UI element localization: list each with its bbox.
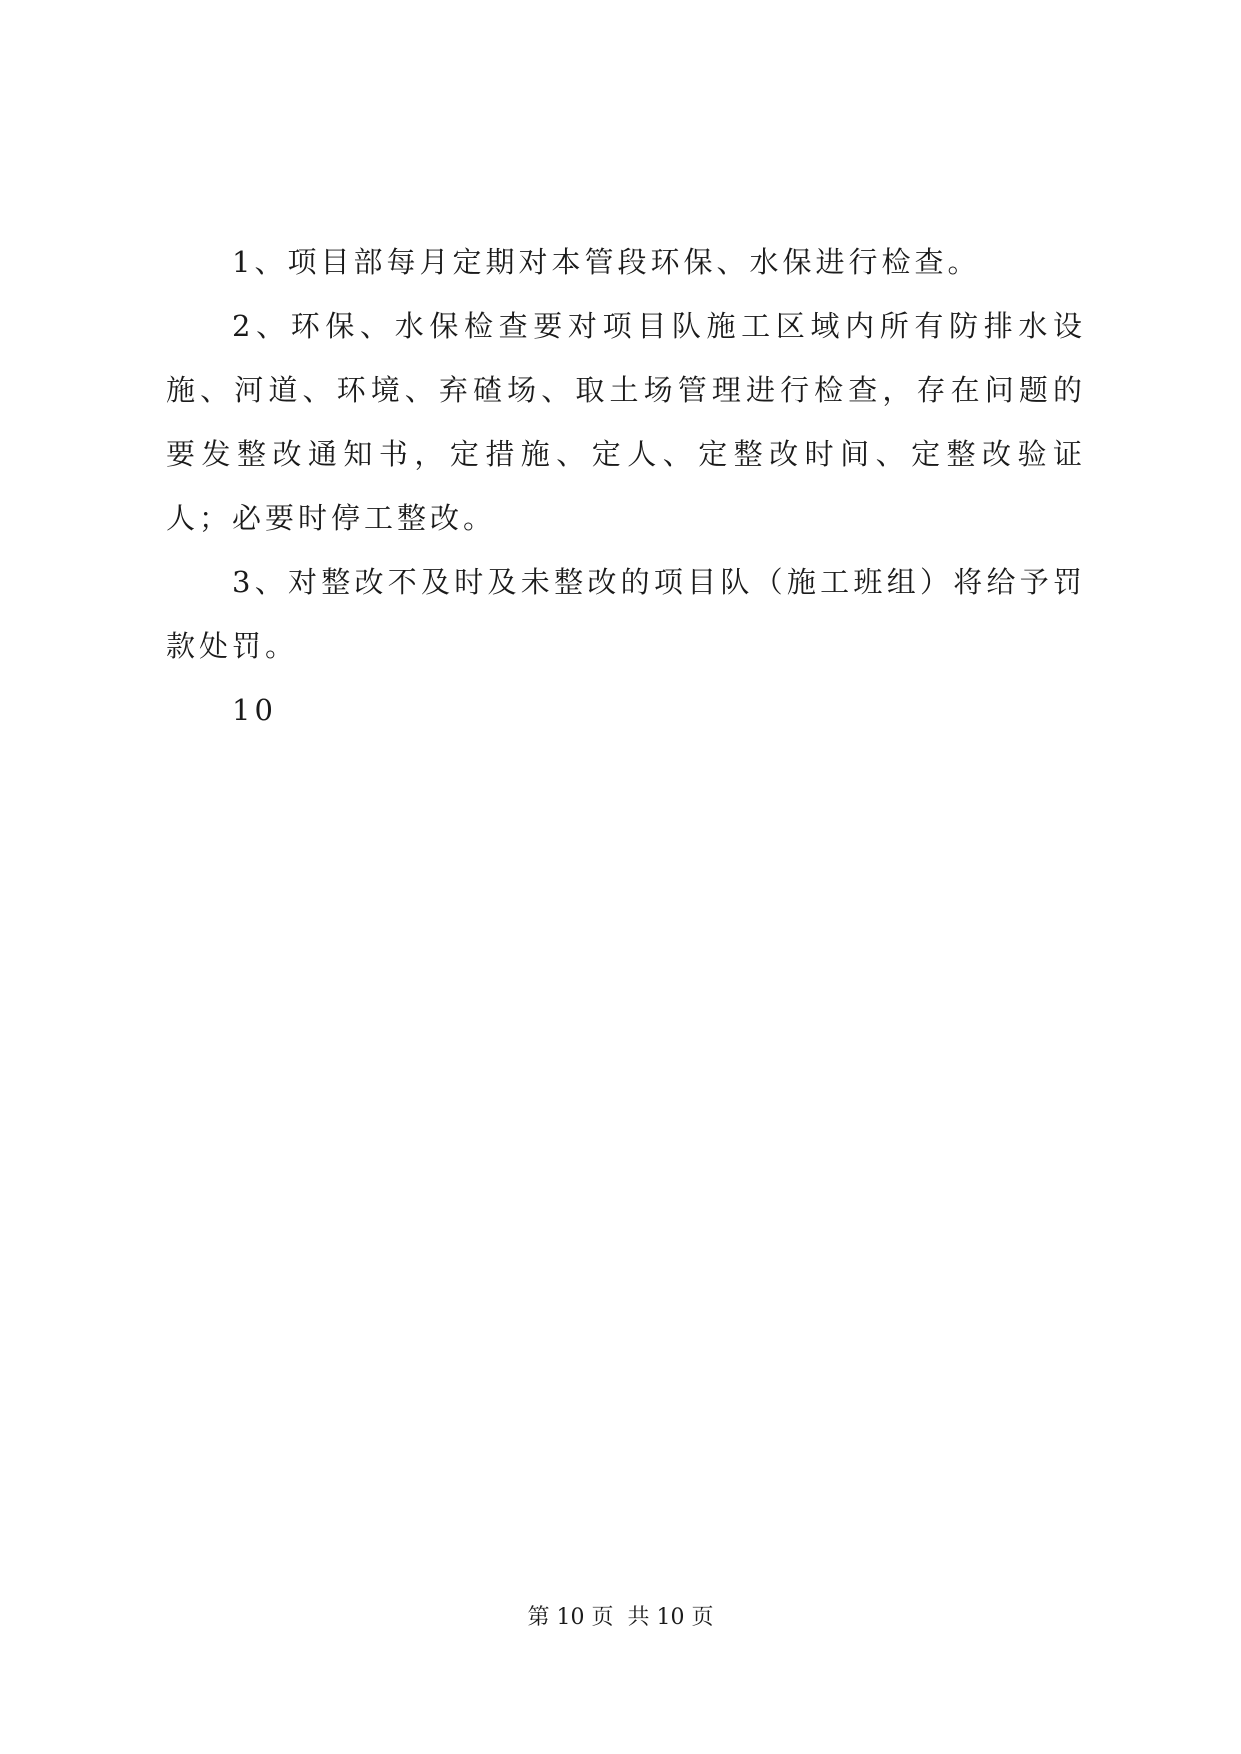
document-body — [166, 230, 1086, 742]
paragraph-3: 3、对整改不及时及未整改的项目队（施工班组）将给予罚款处罚。 — [166, 565, 1086, 663]
page-number-label: 第 10 页 共 10 页 — [527, 1605, 714, 1630]
paragraph-4: 10 — [232, 693, 277, 727]
paragraph-2: 2、环保、水保检查要对项目队施工区域内所有防排水设施、河道、环境、弃碴场、取土场管理进行检查，存在问题的要发整改通知书，定措施、定人、定整改时间、定整改验证人；必要时停工整改。 — [166, 309, 1086, 535]
page-footer — [0, 1600, 1241, 1631]
paragraph-1: 1、项目部每月定期对本管段环保、水保进行检查。 — [232, 245, 981, 279]
